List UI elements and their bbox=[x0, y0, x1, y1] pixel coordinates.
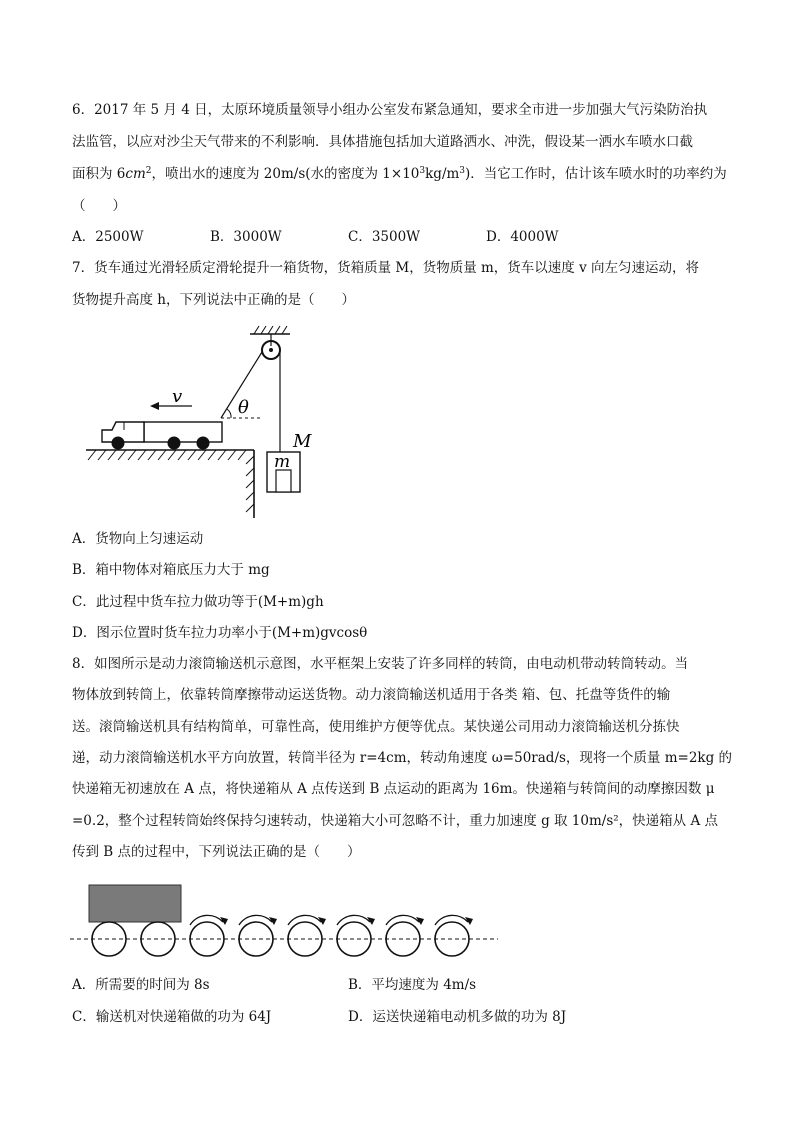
q7-choice-b[interactable]: B．箱中物体对箱底压力大于 mg bbox=[72, 562, 270, 578]
roller-conveyor-figure bbox=[68, 878, 508, 968]
q7-line-1: 7．货车通过光滑轻质定滑轮提升一箱货物，货箱质量 M，货物质量 m，货车以速度 v 向左匀速运动，将 bbox=[72, 260, 700, 276]
q6-choice-b[interactable]: B．3000W bbox=[210, 229, 282, 245]
q8-line-6: =0.2，整个过程转筒始终保持匀速转动，快递箱大小可忽略不计，重力加速度 g 取 10m/s²，快递箱从 A 点 bbox=[72, 813, 718, 829]
q6-choice-d[interactable]: D．4000W bbox=[486, 229, 559, 245]
small-mass-label: m bbox=[274, 452, 291, 472]
q6-line-2: 法监管，以应对沙尘天气带来的不利影响．具体措施包括加大道路洒水、冲洗，假设某一洒水车喷水口截 bbox=[72, 134, 693, 150]
q6-line-4: （ ） bbox=[72, 198, 126, 214]
q6-line-3: 面积为 $6cm^2$，喷出水的速度为 20m/s(水的密度为 $1\times 10^3kg/m^3$)．当它工作时，估计该车喷水时的功率约为 bbox=[72, 166, 727, 182]
q8-line-7: 传到 B 点的过程中，下列说法正确的是（ ） bbox=[72, 844, 361, 860]
q6-choice-a[interactable]: A．2500W bbox=[72, 229, 144, 245]
q6-choice-c[interactable]: C．3500W bbox=[348, 229, 421, 245]
q7-choice-d[interactable]: D．图示位置时货车拉力功率小于(M+m)gvcosθ bbox=[72, 625, 368, 641]
q7-line-2: 货物提升高度 h，下列说法中正确的是（ ） bbox=[72, 292, 355, 308]
q8-line-4: 递，动力滚筒输送机水平方向放置，转筒半径为 r=4cm，转动角速度 ω=50rad/s，现将一个质量 m=2kg 的 bbox=[72, 750, 733, 766]
q8-choice-b[interactable]: B．平均速度为 4m/s bbox=[348, 977, 477, 993]
theta-label: θ bbox=[238, 397, 249, 418]
velocity-label: v bbox=[172, 386, 183, 407]
q8-line-3: 送。滚筒输送机具有结构简单，可靠性高，使用维护方便等优点。某快递公司用动力滚筒输送机分拣快 bbox=[72, 719, 680, 735]
q8-choice-d[interactable]: D．运送快递箱电动机多做的功为 8J bbox=[348, 1009, 567, 1025]
truck-pulley-figure bbox=[80, 318, 320, 523]
big-mass-label: M bbox=[293, 431, 312, 452]
q7-choice-c[interactable]: C．此过程中货车拉力做功等于(M+m)gh bbox=[72, 594, 324, 610]
q7-choice-a[interactable]: A．货物向上匀速运动 bbox=[72, 531, 204, 547]
q8-line-5: 快递箱无初速放在 A 点，将快递箱从 A 点传送到 B 点运动的距离为 16m。快递箱与转筒间的动摩擦因数 μ bbox=[72, 781, 715, 797]
q6-line-1: 6．2017 年 5 月 4 日，太原环境质量领导小组办公室发布紧急通知，要求全市进一步加强大气污染防治执 bbox=[72, 102, 708, 118]
q8-choice-a[interactable]: A．所需要的时间为 8s bbox=[72, 977, 210, 993]
q8-line-2: 物体放到转筒上，依靠转筒摩擦带动运送货物。动力滚筒输送机适用于各类 箱、包、托盘等货件的输 bbox=[72, 687, 671, 703]
truck-icon bbox=[102, 422, 222, 450]
q8-choice-c[interactable]: C．输送机对快递箱做的功为 64J bbox=[72, 1009, 272, 1025]
package-box bbox=[89, 885, 181, 922]
q8-line-1: 8．如图所示是动力滚筒输送机示意图，水平框架上安装了许多同样的转筒，由电动机带动转筒转动。当 bbox=[72, 656, 689, 672]
